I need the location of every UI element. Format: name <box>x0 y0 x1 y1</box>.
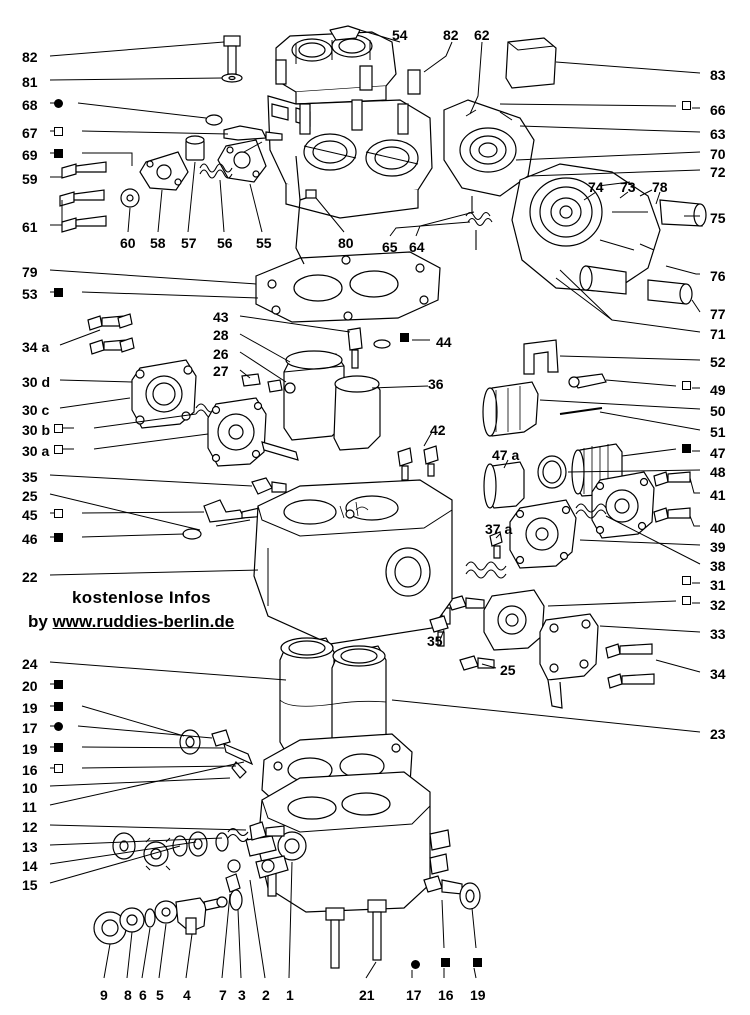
callout-number-73: 73 <box>620 179 636 195</box>
callout-number-42: 42 <box>430 422 446 438</box>
callout-number-50: 50 <box>710 403 726 419</box>
callout-number-40: 40 <box>710 520 726 536</box>
callout-number-82b: 82 <box>443 27 459 43</box>
callout-number-16a: 16 <box>22 762 38 778</box>
callout-number-48: 48 <box>710 464 726 480</box>
callout-number-46: 46 <box>22 531 38 547</box>
callout-number-7: 7 <box>219 987 227 1003</box>
callout-number-57: 57 <box>181 235 197 251</box>
callout-number-47: 47 <box>710 445 726 461</box>
callout-number-66: 66 <box>710 102 726 118</box>
callout-number-68: 68 <box>22 97 38 113</box>
callout-marker-45 <box>54 509 63 518</box>
callout-marker-20 <box>54 680 63 689</box>
callout-number-47a: 47 a <box>492 447 520 463</box>
callout-number-5: 5 <box>156 987 164 1003</box>
callout-number-23: 23 <box>710 726 726 742</box>
callout-number-81: 81 <box>22 74 38 90</box>
callout-number-30d: 30 d <box>22 374 51 390</box>
callout-number-25b: 25 <box>500 662 516 678</box>
callout-number-17b: 17 <box>406 987 422 1003</box>
callout-number-15: 15 <box>22 877 38 893</box>
callout-number-19c: 19 <box>470 987 486 1003</box>
callout-number-27: 27 <box>213 363 229 379</box>
callout-number-51: 51 <box>710 424 726 440</box>
callout-number-20: 20 <box>22 678 38 694</box>
callout-number-76: 76 <box>710 268 726 284</box>
callout-number-79: 79 <box>22 264 38 280</box>
callout-number-70: 70 <box>710 146 726 162</box>
callout-number-60: 60 <box>120 235 136 251</box>
callout-number-6: 6 <box>139 987 147 1003</box>
callout-number-25a: 25 <box>22 488 38 504</box>
callout-marker-46 <box>54 533 63 542</box>
callout-number-44: 44 <box>436 334 452 350</box>
callout-number-9: 9 <box>100 987 108 1003</box>
callout-number-13: 13 <box>22 839 38 855</box>
callout-number-74: 74 <box>588 179 604 195</box>
callout-number-36: 36 <box>428 376 444 392</box>
callout-number-17a: 17 <box>22 720 38 736</box>
callout-marker-17b <box>411 960 420 969</box>
callout-number-63: 63 <box>710 126 726 142</box>
callout-marker-44 <box>400 333 409 342</box>
callout-marker-30b <box>54 424 63 433</box>
callout-marker-32 <box>682 596 691 605</box>
callout-marker-66 <box>682 101 691 110</box>
callout-number-55: 55 <box>256 235 272 251</box>
callout-number-30b: 30 b <box>22 422 51 438</box>
callout-number-77: 77 <box>710 306 726 322</box>
callout-number-33: 33 <box>710 626 726 642</box>
callout-marker-30a <box>54 445 63 454</box>
callout-number-12: 12 <box>22 819 38 835</box>
callout-marker-19c <box>473 958 482 967</box>
watermark-line-1: kostenlose Infos <box>72 588 211 607</box>
callout-number-82a: 82 <box>22 49 38 65</box>
callout-number-21: 21 <box>359 987 375 1003</box>
callout-marker-69 <box>54 149 63 158</box>
callout-number-31: 31 <box>710 577 726 593</box>
callout-number-38: 38 <box>710 558 726 574</box>
watermark-by-label: by <box>28 612 48 631</box>
callout-marker-53 <box>54 288 63 297</box>
callout-marker-19a <box>54 702 63 711</box>
callout-number-83: 83 <box>710 67 726 83</box>
callout-number-59: 59 <box>22 171 38 187</box>
callout-number-11: 11 <box>22 799 37 815</box>
callout-number-69: 69 <box>22 147 38 163</box>
callout-number-16b: 16 <box>438 987 454 1003</box>
callout-number-14: 14 <box>22 858 38 874</box>
callout-number-30c: 30 c <box>22 402 50 418</box>
watermark-url[interactable]: www.ruddies-berlin.de <box>52 612 235 631</box>
callout-marker-49 <box>682 381 691 390</box>
callout-number-3: 3 <box>238 987 246 1003</box>
callout-number-61: 61 <box>22 219 38 235</box>
callout-number-19b: 19 <box>22 741 38 757</box>
callout-number-80: 80 <box>338 235 354 251</box>
callout-marker-31 <box>682 576 691 585</box>
callout-number-49: 49 <box>710 382 726 398</box>
callout-number-67: 67 <box>22 125 38 141</box>
callout-number-34b: 34 <box>710 666 726 682</box>
callout-number-37a: 37 a <box>485 521 513 537</box>
callout-marker-47 <box>682 444 691 453</box>
callout-number-65: 65 <box>382 239 398 255</box>
callout-marker-19b <box>54 743 63 752</box>
callout-number-4: 4 <box>183 987 191 1003</box>
callout-number-78: 78 <box>652 179 668 195</box>
callout-number-35b: 35 <box>427 633 443 649</box>
callout-number-35a: 35 <box>22 469 38 485</box>
callout-number-32: 32 <box>710 597 726 613</box>
callout-number-22: 22 <box>22 569 38 585</box>
callout-number-28: 28 <box>213 327 229 343</box>
callout-marker-67 <box>54 127 63 136</box>
callout-number-52: 52 <box>710 354 726 370</box>
callout-number-10: 10 <box>22 780 38 796</box>
callout-number-53: 53 <box>22 286 38 302</box>
callout-number-54: 54 <box>392 27 408 43</box>
callout-number-1: 1 <box>286 987 294 1003</box>
callout-number-19a: 19 <box>22 700 38 716</box>
callout-number-45: 45 <box>22 507 38 523</box>
callout-marker-16b <box>441 958 450 967</box>
callout-number-24: 24 <box>22 656 38 672</box>
callout-number-64: 64 <box>409 239 425 255</box>
callout-number-56: 56 <box>217 235 233 251</box>
callout-number-72: 72 <box>710 164 726 180</box>
callout-number-30a: 30 a <box>22 443 50 459</box>
callout-number-62: 62 <box>474 27 490 43</box>
callout-number-43: 43 <box>213 309 229 325</box>
callout-number-58: 58 <box>150 235 166 251</box>
watermark-line-2 <box>28 612 234 632</box>
callout-marker-16a <box>54 764 63 773</box>
callout-number-2: 2 <box>262 987 270 1003</box>
callout-number-71: 71 <box>710 326 726 342</box>
callout-number-39: 39 <box>710 539 726 555</box>
callout-marker-17a <box>54 722 63 731</box>
callout-number-75: 75 <box>710 210 726 226</box>
callout-number-34a: 34 a <box>22 339 50 355</box>
callout-number-8: 8 <box>124 987 132 1003</box>
callout-number-41: 41 <box>710 487 726 503</box>
callout-number-26: 26 <box>213 346 229 362</box>
callout-marker-68 <box>54 99 63 108</box>
